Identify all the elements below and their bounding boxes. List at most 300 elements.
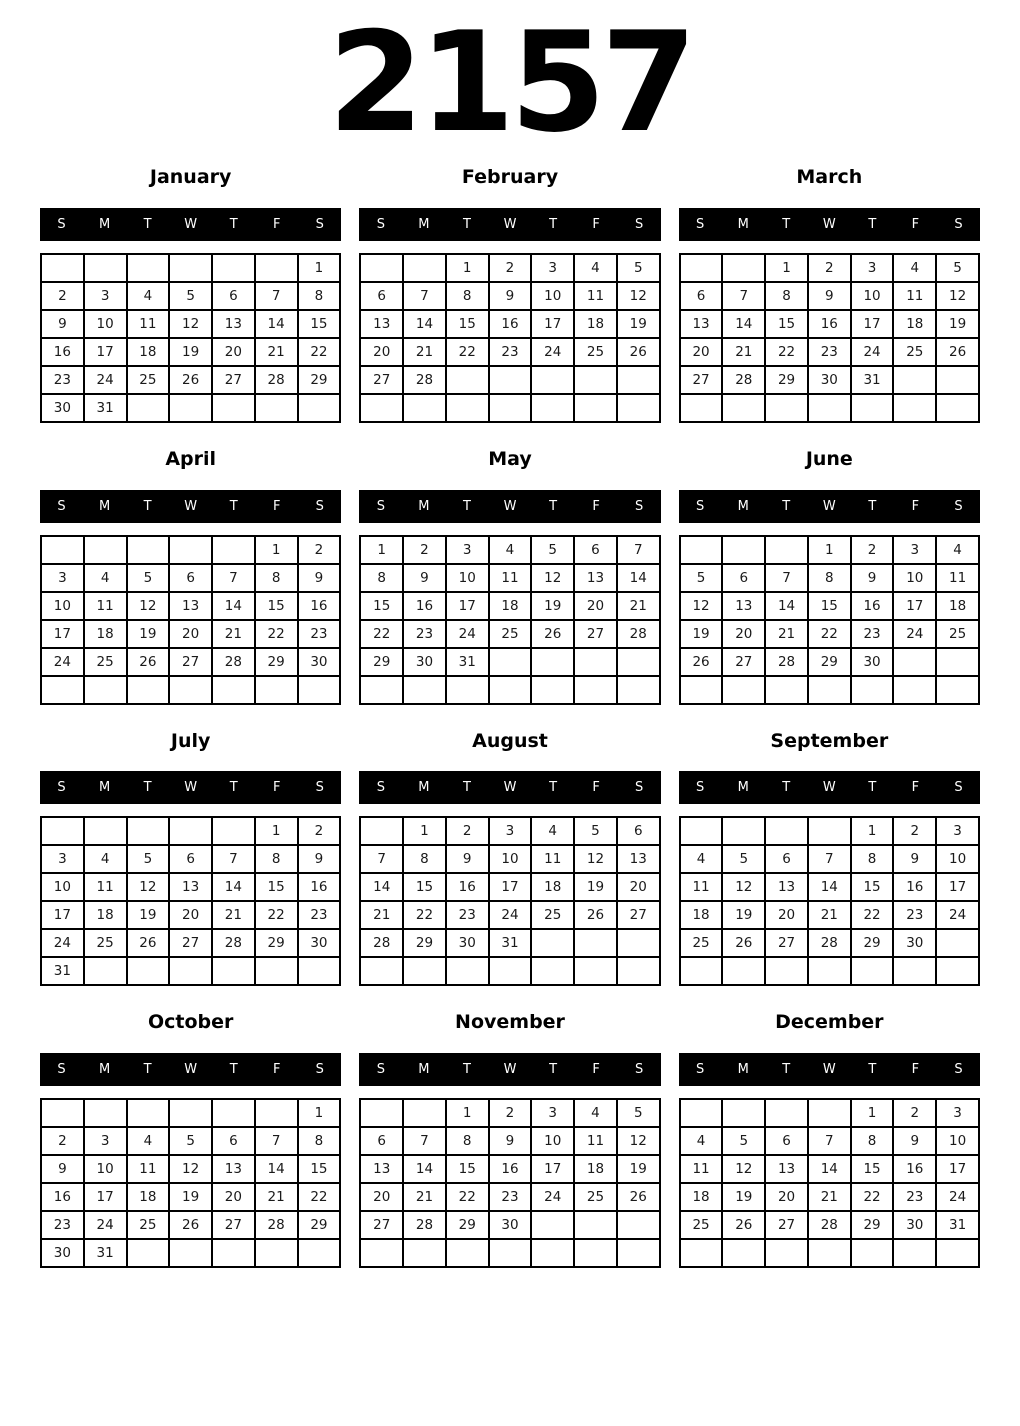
week-row	[680, 310, 979, 338]
weekday-label: W	[822, 216, 836, 232]
weekday-label: S	[635, 216, 644, 232]
date-cell: 13	[722, 592, 765, 620]
date-cell: 22	[255, 620, 298, 648]
date-cell: 14	[808, 873, 851, 901]
date-cell: 17	[84, 338, 127, 366]
date-cell: 6	[360, 282, 403, 310]
month-may	[359, 440, 660, 705]
weekday-label: S	[376, 780, 385, 796]
empty-date-cell	[489, 366, 532, 394]
date-cell: 2	[298, 536, 341, 564]
date-cell: 9	[893, 845, 936, 873]
empty-date-cell	[851, 676, 894, 704]
date-cell: 7	[403, 1127, 446, 1155]
empty-date-cell	[765, 676, 808, 704]
date-cell: 5	[169, 1127, 212, 1155]
week-row	[360, 620, 659, 648]
week-row	[360, 873, 659, 901]
date-cell: 7	[808, 845, 851, 873]
weekday-label: M	[98, 780, 111, 796]
date-cell: 18	[936, 592, 979, 620]
empty-date-cell	[765, 394, 808, 422]
date-cell: 29	[851, 1211, 894, 1239]
date-cell: 24	[489, 901, 532, 929]
empty-date-cell	[446, 366, 489, 394]
date-cell: 18	[489, 592, 532, 620]
week-row	[360, 676, 659, 704]
date-cell: 3	[851, 254, 894, 282]
date-cell: 11	[84, 592, 127, 620]
date-cell: 15	[298, 310, 341, 338]
empty-date-cell	[489, 394, 532, 422]
date-cell: 18	[574, 1155, 617, 1183]
empty-date-cell	[531, 929, 574, 957]
date-cell: 24	[531, 1183, 574, 1211]
date-cell: 20	[360, 338, 403, 366]
weekday-label: M	[98, 216, 111, 232]
date-cell: 2	[298, 817, 341, 845]
week-row	[41, 845, 340, 873]
empty-date-cell	[84, 1099, 127, 1127]
date-cell: 9	[41, 310, 84, 338]
date-cell: 30	[893, 1211, 936, 1239]
date-cell: 6	[360, 1127, 403, 1155]
date-cell: 7	[617, 536, 660, 564]
date-cell: 17	[531, 310, 574, 338]
week-row	[680, 676, 979, 704]
date-cell: 26	[722, 929, 765, 957]
date-cell: 24	[936, 901, 979, 929]
date-cell: 8	[255, 845, 298, 873]
date-cell: 7	[255, 282, 298, 310]
date-cell: 23	[446, 901, 489, 929]
date-grid	[359, 1098, 660, 1268]
week-row	[360, 1099, 659, 1127]
date-cell: 2	[808, 254, 851, 282]
date-cell: 12	[127, 592, 170, 620]
year-title: 2157	[327, 2, 693, 163]
date-cell: 7	[403, 282, 446, 310]
weekday-label: S	[954, 216, 963, 232]
weekday-label: T	[462, 498, 471, 514]
date-cell: 17	[489, 873, 532, 901]
date-cell: 12	[574, 845, 617, 873]
date-cell: 18	[531, 873, 574, 901]
empty-date-cell	[617, 676, 660, 704]
date-cell: 7	[212, 564, 255, 592]
month-june	[679, 440, 980, 705]
week-row	[680, 929, 979, 957]
date-cell: 29	[298, 1211, 341, 1239]
week-row	[360, 1183, 659, 1211]
date-cell: 4	[893, 254, 936, 282]
date-cell: 5	[617, 254, 660, 282]
empty-date-cell	[255, 1099, 298, 1127]
empty-date-cell	[617, 366, 660, 394]
weekday-header	[40, 208, 341, 241]
empty-date-cell	[936, 929, 979, 957]
empty-date-cell	[41, 676, 84, 704]
empty-date-cell	[360, 817, 403, 845]
date-cell: 27	[212, 366, 255, 394]
date-cell: 2	[851, 536, 894, 564]
date-cell: 16	[808, 310, 851, 338]
empty-date-cell	[169, 957, 212, 985]
date-cell: 14	[360, 873, 403, 901]
date-cell: 25	[531, 901, 574, 929]
weekday-label: W	[503, 780, 517, 796]
date-cell: 8	[403, 845, 446, 873]
date-cell: 23	[893, 901, 936, 929]
date-cell: 7	[808, 1127, 851, 1155]
weekday-label: S	[696, 498, 705, 514]
date-cell: 14	[212, 873, 255, 901]
date-cell: 15	[446, 310, 489, 338]
date-cell: 31	[84, 394, 127, 422]
weekday-label: F	[592, 216, 600, 232]
date-cell: 4	[936, 536, 979, 564]
weekday-label: T	[549, 498, 558, 514]
empty-date-cell	[722, 536, 765, 564]
date-cell: 11	[574, 1127, 617, 1155]
month-name: September	[770, 729, 889, 752]
week-row	[360, 536, 659, 564]
date-cell: 2	[403, 536, 446, 564]
empty-date-cell	[617, 394, 660, 422]
date-cell: 10	[531, 1127, 574, 1155]
date-cell: 14	[765, 592, 808, 620]
date-cell: 8	[446, 282, 489, 310]
date-cell: 29	[851, 929, 894, 957]
date-cell: 1	[446, 1099, 489, 1127]
date-cell: 2	[41, 282, 84, 310]
month-name: November	[455, 1011, 565, 1034]
date-cell: 30	[403, 648, 446, 676]
date-cell: 10	[531, 282, 574, 310]
date-cell: 25	[680, 929, 723, 957]
date-cell: 4	[574, 254, 617, 282]
empty-date-cell	[212, 254, 255, 282]
date-cell: 31	[446, 648, 489, 676]
date-cell: 1	[360, 536, 403, 564]
empty-date-cell	[680, 1099, 723, 1127]
empty-date-cell	[617, 929, 660, 957]
date-cell: 22	[808, 620, 851, 648]
empty-date-cell	[360, 394, 403, 422]
date-cell: 1	[808, 536, 851, 564]
date-cell: 29	[765, 366, 808, 394]
weekday-header	[359, 771, 660, 804]
date-cell: 1	[255, 817, 298, 845]
date-cell: 11	[531, 845, 574, 873]
date-cell: 9	[489, 282, 532, 310]
week-row	[41, 1183, 340, 1211]
date-cell: 5	[574, 817, 617, 845]
empty-date-cell	[936, 648, 979, 676]
empty-date-cell	[893, 676, 936, 704]
week-row	[41, 564, 340, 592]
week-row	[680, 1127, 979, 1155]
week-row	[680, 817, 979, 845]
weekday-label: T	[229, 216, 238, 232]
date-cell: 14	[403, 310, 446, 338]
date-cell: 1	[446, 254, 489, 282]
empty-date-cell	[680, 394, 723, 422]
date-cell: 6	[680, 282, 723, 310]
month-name: May	[488, 447, 532, 470]
date-cell: 21	[808, 901, 851, 929]
empty-date-cell	[722, 254, 765, 282]
date-cell: 8	[446, 1127, 489, 1155]
date-cell: 31	[851, 366, 894, 394]
date-cell: 4	[574, 1099, 617, 1127]
date-cell: 26	[127, 929, 170, 957]
date-cell: 29	[298, 366, 341, 394]
empty-date-cell	[680, 957, 723, 985]
empty-date-cell	[298, 957, 341, 985]
date-cell: 15	[255, 873, 298, 901]
date-cell: 14	[255, 1155, 298, 1183]
date-cell: 13	[169, 873, 212, 901]
date-cell: 17	[446, 592, 489, 620]
date-cell: 21	[212, 620, 255, 648]
empty-date-cell	[127, 394, 170, 422]
empty-date-cell	[574, 1239, 617, 1267]
empty-date-cell	[127, 1099, 170, 1127]
date-cell: 28	[403, 1211, 446, 1239]
date-cell: 6	[212, 1127, 255, 1155]
date-cell: 9	[851, 564, 894, 592]
date-cell: 28	[212, 929, 255, 957]
empty-date-cell	[169, 817, 212, 845]
date-cell: 11	[936, 564, 979, 592]
date-cell: 28	[808, 929, 851, 957]
date-cell: 3	[489, 817, 532, 845]
date-cell: 24	[851, 338, 894, 366]
empty-date-cell	[41, 536, 84, 564]
month-april	[40, 440, 341, 705]
date-cell: 18	[574, 310, 617, 338]
date-grid	[40, 816, 341, 986]
week-row	[680, 845, 979, 873]
date-cell: 21	[617, 592, 660, 620]
weekday-label: S	[954, 1062, 963, 1078]
date-cell: 19	[722, 1183, 765, 1211]
week-row	[360, 817, 659, 845]
weekday-label: S	[635, 1062, 644, 1078]
empty-date-cell	[255, 676, 298, 704]
date-cell: 25	[127, 1211, 170, 1239]
empty-date-cell	[169, 254, 212, 282]
empty-date-cell	[936, 1239, 979, 1267]
date-cell: 8	[298, 282, 341, 310]
date-cell: 13	[680, 310, 723, 338]
empty-date-cell	[212, 957, 255, 985]
week-row	[41, 282, 340, 310]
empty-date-cell	[574, 676, 617, 704]
empty-date-cell	[403, 1099, 446, 1127]
empty-date-cell	[360, 254, 403, 282]
date-cell: 3	[41, 845, 84, 873]
date-cell: 28	[617, 620, 660, 648]
empty-date-cell	[936, 394, 979, 422]
empty-date-cell	[808, 394, 851, 422]
date-cell: 27	[360, 366, 403, 394]
date-grid	[679, 1098, 980, 1268]
date-cell: 28	[360, 929, 403, 957]
date-cell: 7	[360, 845, 403, 873]
date-cell: 27	[765, 1211, 808, 1239]
empty-date-cell	[403, 957, 446, 985]
weekday-label: T	[229, 780, 238, 796]
date-cell: 20	[680, 338, 723, 366]
months-grid	[40, 158, 980, 1268]
empty-date-cell	[765, 957, 808, 985]
weekday-label: S	[315, 216, 324, 232]
month-january	[40, 158, 341, 423]
empty-date-cell	[808, 676, 851, 704]
week-row	[680, 648, 979, 676]
empty-date-cell	[127, 536, 170, 564]
date-cell: 4	[127, 1127, 170, 1155]
empty-date-cell	[936, 366, 979, 394]
empty-date-cell	[893, 957, 936, 985]
empty-date-cell	[84, 957, 127, 985]
empty-date-cell	[574, 648, 617, 676]
date-cell: 22	[446, 338, 489, 366]
date-cell: 21	[403, 338, 446, 366]
week-row	[360, 845, 659, 873]
date-cell: 20	[360, 1183, 403, 1211]
date-cell: 5	[680, 564, 723, 592]
empty-date-cell	[617, 1239, 660, 1267]
date-cell: 10	[84, 1155, 127, 1183]
date-grid	[359, 535, 660, 705]
date-cell: 10	[893, 564, 936, 592]
weekday-label: S	[315, 498, 324, 514]
date-cell: 15	[765, 310, 808, 338]
empty-date-cell	[403, 394, 446, 422]
date-cell: 25	[127, 366, 170, 394]
date-cell: 11	[84, 873, 127, 901]
date-cell: 26	[169, 366, 212, 394]
date-cell: 15	[446, 1155, 489, 1183]
date-cell: 24	[41, 648, 84, 676]
empty-date-cell	[574, 366, 617, 394]
week-row	[680, 1155, 979, 1183]
date-cell: 3	[531, 1099, 574, 1127]
date-cell: 3	[84, 282, 127, 310]
date-cell: 17	[851, 310, 894, 338]
week-row	[680, 901, 979, 929]
date-cell: 11	[489, 564, 532, 592]
date-cell: 5	[531, 536, 574, 564]
date-grid	[40, 253, 341, 423]
empty-date-cell	[360, 676, 403, 704]
date-cell: 3	[893, 536, 936, 564]
empty-date-cell	[851, 1239, 894, 1267]
weekday-label: M	[737, 216, 749, 232]
date-cell: 24	[893, 620, 936, 648]
date-cell: 18	[127, 1183, 170, 1211]
date-cell: 13	[765, 1155, 808, 1183]
date-cell: 16	[446, 873, 489, 901]
date-cell: 21	[722, 338, 765, 366]
week-row	[360, 564, 659, 592]
week-row	[41, 1239, 340, 1267]
empty-date-cell	[765, 536, 808, 564]
week-row	[360, 394, 659, 422]
empty-date-cell	[722, 1239, 765, 1267]
date-cell: 19	[617, 1155, 660, 1183]
date-cell: 20	[212, 1183, 255, 1211]
date-cell: 25	[84, 648, 127, 676]
date-cell: 22	[298, 338, 341, 366]
date-cell: 12	[936, 282, 979, 310]
date-cell: 24	[531, 338, 574, 366]
date-cell: 18	[893, 310, 936, 338]
weekday-header	[679, 208, 980, 241]
date-cell: 16	[298, 873, 341, 901]
empty-date-cell	[722, 1099, 765, 1127]
date-cell: 23	[41, 366, 84, 394]
weekday-label: M	[418, 498, 430, 514]
empty-date-cell	[446, 676, 489, 704]
date-cell: 11	[680, 873, 723, 901]
weekday-label: W	[184, 1062, 198, 1078]
weekday-header	[679, 1053, 980, 1086]
date-cell: 19	[127, 620, 170, 648]
empty-date-cell	[489, 648, 532, 676]
date-cell: 29	[255, 648, 298, 676]
date-cell: 4	[127, 282, 170, 310]
date-cell: 9	[446, 845, 489, 873]
weekday-label: M	[418, 780, 430, 796]
weekday-label: W	[822, 498, 836, 514]
date-cell: 1	[403, 817, 446, 845]
weekday-header	[359, 490, 660, 523]
date-cell: 8	[255, 564, 298, 592]
empty-date-cell	[403, 1239, 446, 1267]
date-cell: 21	[403, 1183, 446, 1211]
weekday-label: W	[503, 498, 517, 514]
month-august	[359, 722, 660, 987]
date-cell: 22	[255, 901, 298, 929]
date-cell: 25	[893, 338, 936, 366]
weekday-label: T	[782, 1062, 791, 1078]
weekday-label: M	[737, 498, 749, 514]
empty-date-cell	[808, 1239, 851, 1267]
month-february	[359, 158, 660, 423]
week-row	[680, 957, 979, 985]
date-cell: 9	[298, 564, 341, 592]
date-cell: 6	[617, 817, 660, 845]
date-cell: 1	[851, 817, 894, 845]
date-cell: 21	[255, 1183, 298, 1211]
date-cell: 18	[84, 901, 127, 929]
date-cell: 27	[765, 929, 808, 957]
date-cell: 24	[936, 1183, 979, 1211]
date-grid	[359, 816, 660, 986]
empty-date-cell	[531, 394, 574, 422]
weekday-label: S	[376, 498, 385, 514]
empty-date-cell	[722, 676, 765, 704]
date-cell: 26	[531, 620, 574, 648]
week-row	[41, 676, 340, 704]
weekday-label: S	[57, 498, 66, 514]
date-cell: 23	[41, 1211, 84, 1239]
date-cell: 6	[574, 536, 617, 564]
